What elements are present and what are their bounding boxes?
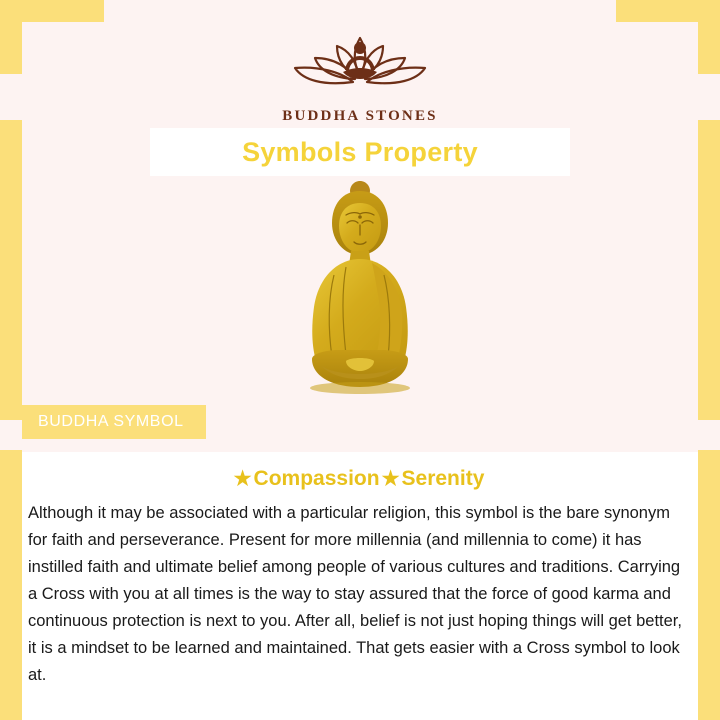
keyword-row bbox=[22, 466, 698, 491]
keyword-compassion: Compassion bbox=[253, 467, 380, 490]
decor-corner-top-right-horizontal bbox=[616, 0, 720, 22]
decor-edge-bottom-right bbox=[698, 450, 720, 720]
star-icon: ★ bbox=[381, 468, 400, 490]
star-icon: ★ bbox=[233, 468, 252, 490]
seated-buddha-illustration bbox=[250, 179, 470, 414]
decor-corner-top-left-horizontal bbox=[0, 0, 104, 22]
symbol-label-text: BUDDHA SYMBOL bbox=[38, 413, 184, 430]
decor-edge-bottom-left bbox=[0, 450, 22, 720]
hero-illustration bbox=[0, 176, 720, 416]
brand-name: BUDDHA STONES bbox=[282, 108, 438, 124]
symbol-label-ribbon bbox=[22, 405, 206, 439]
page-title-bar bbox=[150, 128, 570, 176]
keyword-serenity: Serenity bbox=[401, 467, 485, 490]
description-paragraph: Although it may be associated with a particular religion, this symbol is the bare synonym for faith and perseverance. Present for more millennia (and millennia to come) it has instilled faith and ultimate belief among people of various cultures and traditions. Carrying a Cross with you at all times is the way to stay assured that the force of good karma and continuous protection is next to you. After all, belief is not just hoping things will get better, it is a mindset to be learned and maintained. That gets easier with a Cross symbol to look at. bbox=[28, 504, 682, 684]
page-title: Symbols Property bbox=[242, 136, 478, 167]
brand-logo bbox=[0, 24, 720, 125]
lotus-meditation-icon bbox=[275, 24, 445, 102]
